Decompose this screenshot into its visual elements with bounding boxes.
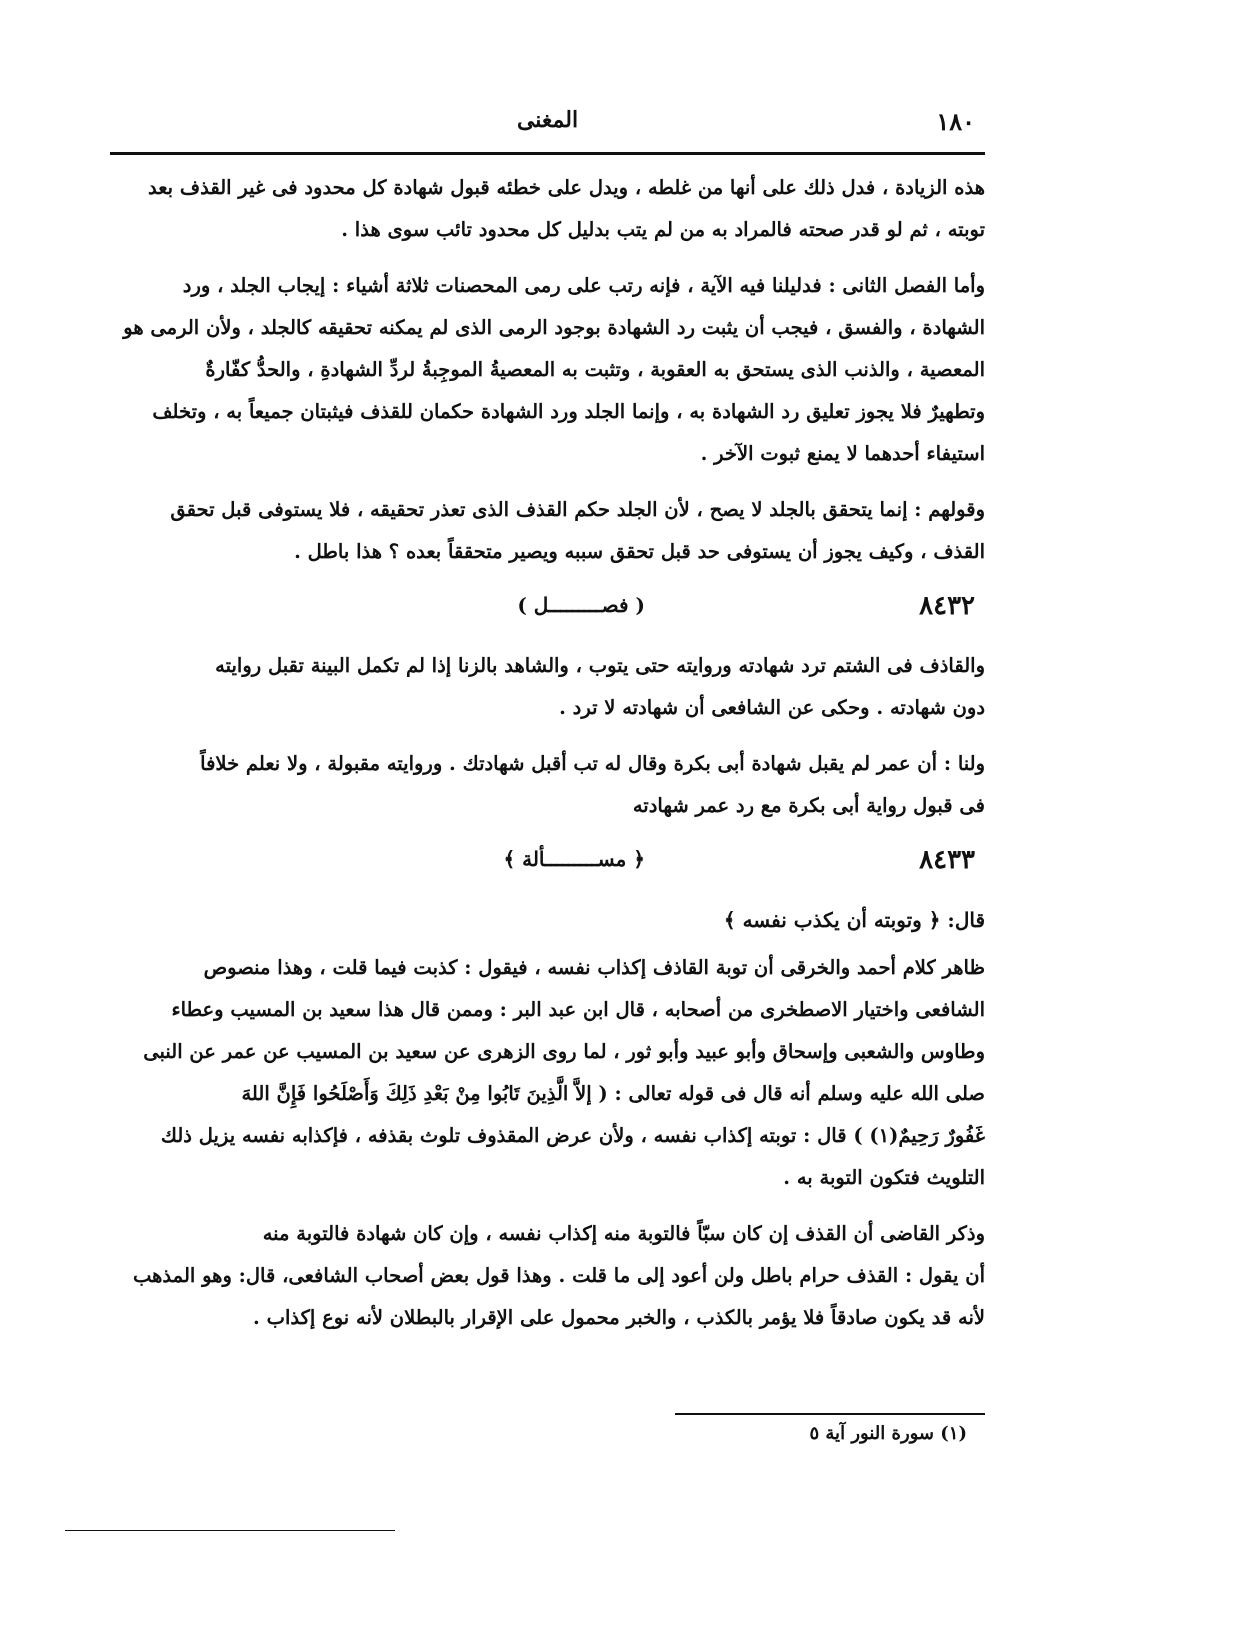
text-line: وتطهيرٌ فلا يجوز تعليق رد الشهادة به ، وإنما الجلد ورد الشهادة حكمان للقذف فيثبتان جميعاً به ، وتخلف [152,400,985,423]
text-line: الشهادة ، والفسق ، فيجب أن يثبت رد الشهادة بوجود الرمى الذى لم يمكنه تحقيقه كالجلد ، ولأن الرمى هو [123,316,985,339]
page-header [110,95,985,153]
text-line: فى قبول رواية أبى بكرة مع رد عمر شهادته [632,794,985,817]
paragraph [110,947,985,1199]
paragraph [110,489,985,573]
running-title: المغنى [516,107,579,133]
text-line: ولنا : أن عمر لم يقبل شهادة أبى بكرة وقال له تب أقبل شهادتك . وروايته مقبولة ، ولا نعلم خلافاً [200,752,985,775]
text-line: ظاهر كلام أحمد والخرقى أن توبة القاذف إكذاب نفسه ، فيقول : كذبت فيما قلت ، وهذا منصوص [203,956,985,979]
paragraph [110,645,985,729]
text-line: وأما الفصل الثانى : فدليلنا فيه الآية ، فإنه رتب على رمى المحصنات ثلاثة أشياء : إيجاب الجلد ، ورد [182,274,985,297]
text-line: وطاوس والشعبى وإسحاق وأبو عبيد وأبو ثور ، لما روى الزهرى عن سعيد بن المسيب عن عمر عن النبى [143,1040,985,1063]
text-line: وقولهم : إنما يتحقق بالجلد لا يصح ، لأن الجلد حكم القذف الذى تعذر تحقيقه ، فلا يستوفى قبل تحقق [170,498,985,521]
text-line: القذف ، وكيف يجوز أن يستوفى حد قبل تحقق سببه ويصير متحققاً بعده ؟ هذا باطل . [294,540,985,563]
text-line: صلى الله عليه وسلم أنه قال فى قوله تعالى : ( إلاَّ الَّذِينَ تَابُوا مِنْ بَعْدِ ذَلِكَ وَأَصْلَحُوا فَإِنَّ اللهَ [241,1082,985,1105]
text-line: توبته ، ثم لو قدر صحته فالمراد به من لم يتب بدليل كل محدود تائب سوى هذا . [341,218,985,241]
text-line: الشافعى واختيار الاصطخرى من أصحابه ، قال ابن عبد البر : وممن قال هذا سعيد بن المسيب وعطاء [171,998,985,1021]
paragraph [110,743,985,827]
footnote: (١) سورة النور آية ٥ [809,1423,967,1444]
header-rule [110,152,985,155]
paragraph [110,1213,985,1339]
text-line: وذكر القاضى أن القذف إن كان سبّاً فالتوبة منه إكذاب نفسه ، وإن كان شهادة فالتوبة منه [262,1222,985,1245]
text-line: دون شهادته . وحكى عن الشافعى أن شهادته لا ترد . [559,696,985,719]
paragraph [110,265,985,475]
section-heading [110,587,985,635]
text-line: استيفاء أحدهما لا يمنع ثبوت الآخر . [700,442,985,465]
text-line: أن يقول : القذف حرام باطل ولن أعود إلى ما قلت . وهذا قول بعض أصحاب الشافعى، قال: وهو المذهب [133,1264,985,1287]
body-text [110,167,985,1339]
page [110,95,985,1575]
section-title: ( فصـــــــــل ) [517,593,645,617]
text-line: لأنه قد يكون صادقاً فلا يؤمر بالكذب ، والخبر محمول على الإقرار بالبطلان لأنه نوع إكذاب . [253,1306,985,1329]
text-line: غَفُورٌ رَحِيمٌ(١) ) قال : توبته إكذاب نفسه ، ولأن عرض المقذوف تلوث بقذفه ، فإكذابه نفسه يزيل ذلك [160,1124,985,1147]
page-number: ١٨٠ [936,107,975,136]
section-title: ﴿ مســـــــــألة ﴾ [503,847,645,871]
text-line: والقاذف فى الشتم ترد شهادته وروايته حتى يتوب ، والشاهد بالزنا إذا لم تكمل البينة تقبل روايته [215,654,985,677]
bottom-rule [65,1530,395,1531]
section-heading [110,841,985,889]
section-number: ٨٤٣٢ [919,591,975,621]
footnote-rule [675,1413,985,1415]
section-number: ٨٤٣٣ [919,845,975,875]
paragraph [110,167,985,251]
text-line: التلويث فتكون التوبة به . [783,1166,985,1189]
quoted-statement: قال: ﴿ وتوبته أن يكذب نفسه ﴾ [723,908,985,932]
text-line: هذه الزيادة ، فدل ذلك على أنها من غلطه ، ويدل على خطئه قبول شهادة كل محدود فى غير القذف بعد [148,176,985,199]
text-line: المعصية ، والذنب الذى يستحق به العقوبة ، وتثبت به المعصيةُ الموجِبةُ لردِّ الشهادةِ ، والحدُّ كفّارةٌ [205,358,985,381]
